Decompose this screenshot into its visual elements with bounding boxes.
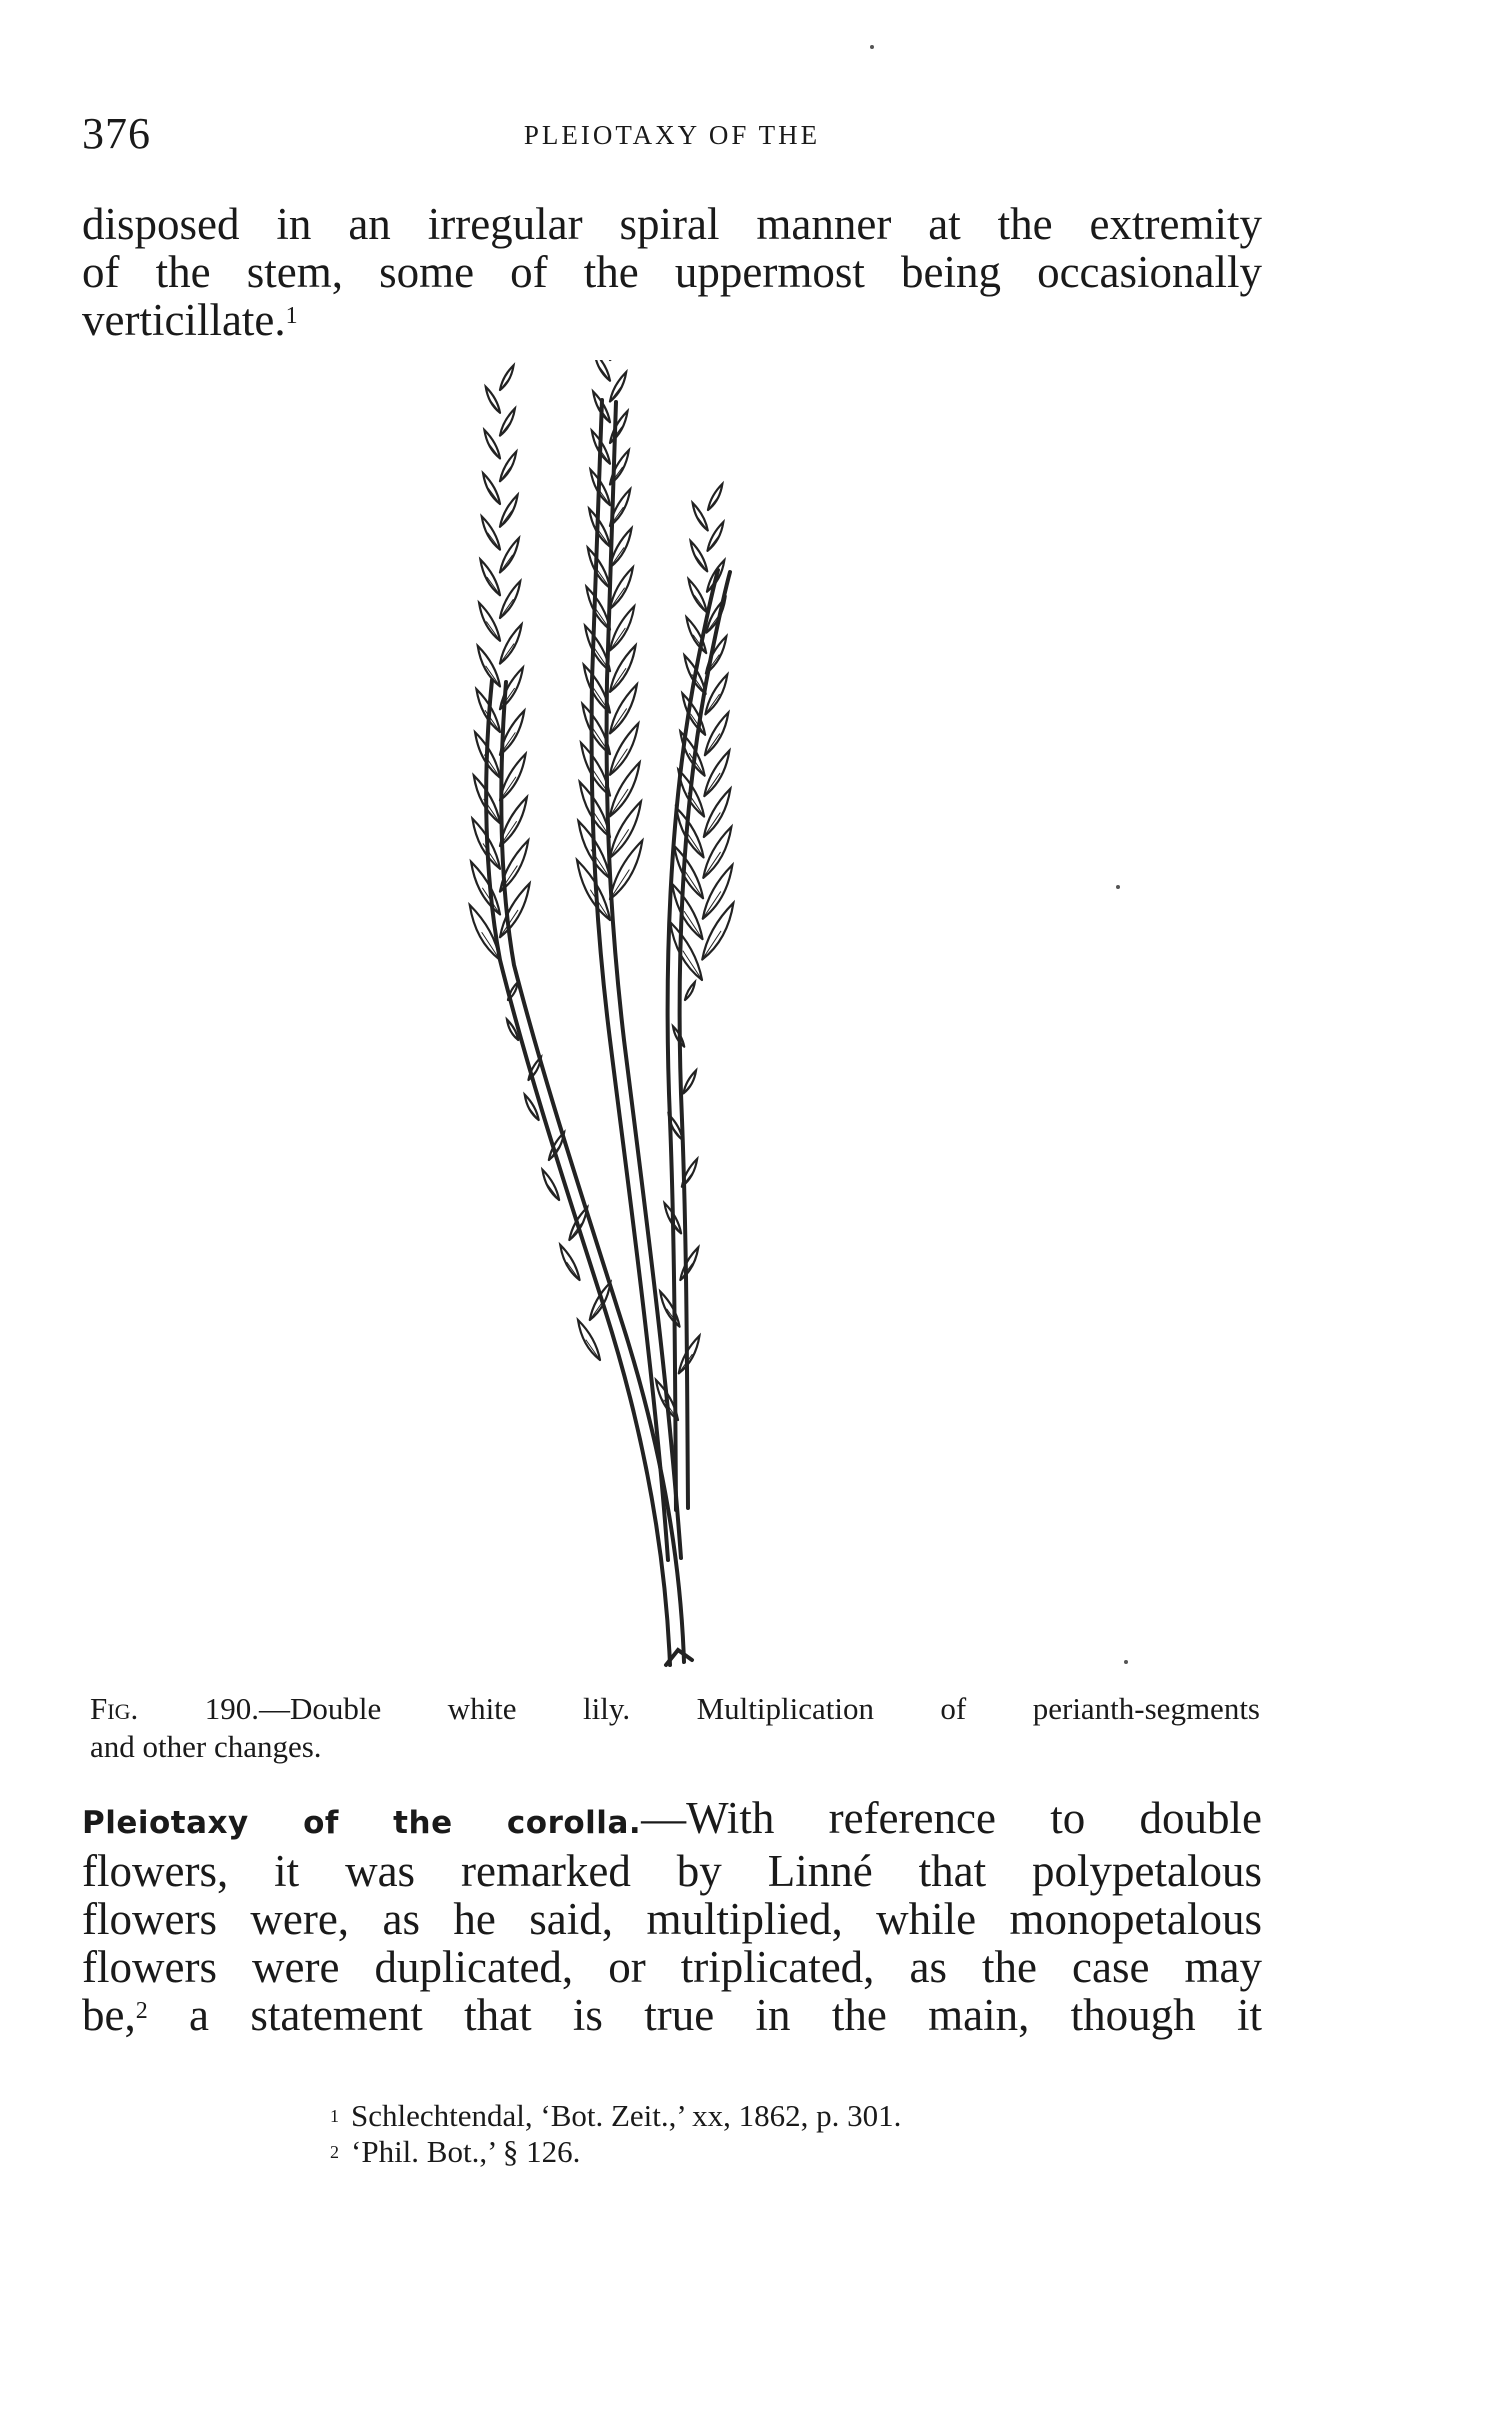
leaf-mark <box>500 754 526 801</box>
leaf-mark <box>560 1245 579 1280</box>
section-line-4: flowers were duplicated, or triplicated, as the case may <box>82 1942 1262 1992</box>
leaf-mark <box>705 674 727 714</box>
leaf-mark <box>478 646 500 686</box>
footnote-1-mark: 1 <box>330 2106 339 2126</box>
running-head <box>82 108 1262 168</box>
leaf-mark <box>542 1170 559 1200</box>
leaf-mark <box>679 1336 700 1374</box>
page-number: 376 <box>82 109 151 158</box>
footnote-ref-1: 1 <box>285 303 298 329</box>
leaf-mark <box>500 581 520 618</box>
footnote-1 <box>330 2098 1230 2134</box>
section-line-5a: be, <box>82 1990 136 2040</box>
leaf-mark <box>672 884 702 939</box>
footnote-1-text: Schlechtendal, ‘Bot. Zeit.,’ xx, 1862, p. 301. <box>351 2098 902 2133</box>
figure-caption <box>90 1690 1260 1766</box>
intro-line-1: disposed in an irregular spiral manner at the extremity <box>82 199 1262 249</box>
leaf-mark <box>704 751 729 797</box>
leaf-mark <box>500 452 516 482</box>
paper-speck <box>1124 1660 1128 1664</box>
section-paragraph <box>82 1794 1262 2039</box>
footnote-2 <box>330 2134 1230 2170</box>
section-line-1-text: —With reference to double <box>641 1793 1262 1843</box>
leaf-mark <box>610 372 626 401</box>
caption-line-2: and other changes. <box>90 1729 322 1764</box>
leaf-mark <box>484 430 500 458</box>
footnote-2-mark: 2 <box>330 2142 339 2162</box>
paper-speck <box>1116 885 1120 889</box>
leaf-mark <box>610 684 637 733</box>
leaf-mark <box>691 541 708 571</box>
intro-line-3-text: verticillate. <box>82 295 286 345</box>
figure-label: Fig. <box>90 1691 139 1726</box>
leaf-mark <box>586 587 610 630</box>
leaf-mark <box>705 712 729 755</box>
leaf-mark <box>707 522 723 551</box>
leaf-mark <box>610 606 634 650</box>
footnotes <box>330 2098 1230 2170</box>
caption-line-1 <box>90 1690 1260 1728</box>
leaf-mark <box>704 789 731 837</box>
leaf-mark <box>471 862 500 915</box>
leaf-mark <box>500 538 519 572</box>
leaf-mark <box>660 1292 679 1327</box>
leaf-mark <box>486 387 500 413</box>
section-line-3: flowers were, as he said, multiplied, while monopetalous <box>82 1894 1262 1944</box>
leaf-mark <box>610 411 628 443</box>
leaf-mark <box>500 624 522 663</box>
leaf-mark <box>480 560 500 596</box>
leaf-mark <box>578 1320 600 1360</box>
leaf-mark <box>482 516 500 549</box>
lily-stem-illustration-icon <box>440 360 1000 1670</box>
leaf-mark <box>500 495 518 527</box>
leaf-mark <box>483 473 500 504</box>
leaf-mark <box>500 408 515 435</box>
leaf-mark <box>610 567 633 609</box>
intro-paragraph <box>82 200 1262 344</box>
section-line-2: flowers, it was remarked by Linné that polypetalous <box>82 1846 1262 1896</box>
leaf-mark <box>702 903 733 960</box>
leaf-mark <box>500 365 514 390</box>
leaf-mark <box>479 603 500 641</box>
paper-speck <box>870 45 874 49</box>
leaf-mark <box>708 484 722 510</box>
leaf-mark <box>680 1247 698 1280</box>
section-heading: Pleiotaxy of the corolla. <box>82 1805 642 1841</box>
intro-line-2: of the stem, some of the uppermost being occasionally <box>82 247 1262 297</box>
leaf-mark <box>703 865 733 919</box>
leaf-mark <box>610 840 642 899</box>
leaf-mark <box>500 797 527 846</box>
section-line-5 <box>82 1991 1262 2039</box>
caption-line-1-text: 190.—Double white lily. Multiplication of perianth-segments <box>138 1691 1260 1726</box>
footnote-2-text: ‘Phil. Bot.,’ § 126. <box>351 2134 581 2169</box>
running-title: PLEIOTAXY OF THE <box>523 120 821 150</box>
footnote-ref-2: 2 <box>135 1998 148 2024</box>
leaf-mark <box>588 548 610 588</box>
intro-line-3 <box>82 296 1262 344</box>
leaf-mark <box>683 1070 696 1093</box>
leaf-mark <box>693 503 708 530</box>
section-line-5b: a statement that is true in the main, though it <box>147 1990 1262 2040</box>
leaf-mark <box>610 645 636 692</box>
section-line-1 <box>82 1794 1262 1847</box>
leaf-mark <box>689 579 707 612</box>
